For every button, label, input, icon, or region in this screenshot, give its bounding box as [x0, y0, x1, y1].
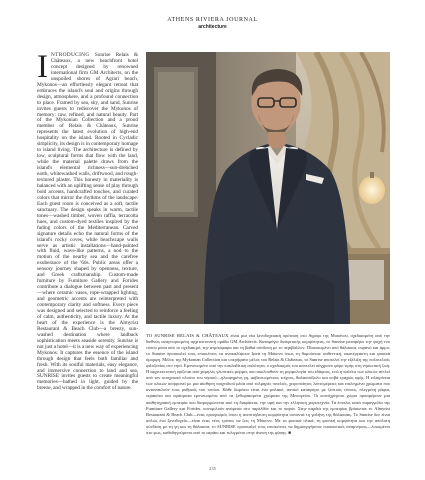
article-paragraph	[37, 49, 138, 392]
english-article-column	[37, 49, 138, 392]
greek-body: είναι μια νέα ξενοδοχειακή πρόταση στο Αγράρι της Μυκόνου, σχεδιασμένη από την διεθνώς αναγνωρισμένη αρχιτεκτονική ομάδα GM Architects. Καταφύγιο διακριτικής κομψότητας, το Sunrise μεταφέρει την ψυχή του τόπου μέσα από το σχεδιασμό, την ατμόσφαιρα και τη βαθιά σύνδεση με το περιβάλλον. Πλαισιωμένο από θάλασσα, ουρανό και άμμο, το Sunrise προσκαλεί τους επισκέπτες να ανακαλύψουν ξανά τη Μύκονο όπως τη θυμούνται: αυθεντική, ακατέργαστη και φυσικά όμορφη. Μέλος της Mykonian Collection και υπερήφανο μέλος του Relais & Châteaux, το Sunrise αποτελεί την εξέλιξη της πολυτελούς φιλοξενίας στο νησί. Εμπνευσμένο από την κυκλαδίτικη απλότητα, ο σχεδιασμός του αποτελεί σύγχρονο φόρο τιμής στη νησιωτική ζωή. Η αρχιτεκτονική ορίζεται από χαμηλές γλυπτικές φόρμες που ακολουθούν τη μορφολογία του εδάφους, ενώ η παλέτα των υλικών αντλεί από τον στοιχειακό πλούτο του νησιού—ηλιοψημένη γη, ασβεστωμένους τοίχους, θαλασσόξυλο και σοβά τραχιάς υφής. Η ειλικρίνεια των υλικών ισορροπεί με μια αίσθηση παιχνιδιού μέσα από τολμηρές πινελιές, χειροποίητες λεπτομέρειες και επιλεγμένα χρώματα που αντανακλούν τους ρυθμούς του τοπίου. Κάθε δωμάτιο είναι ένα μαλακό, απτικό καταφύγιο με ζεστούς τόνους, πλεγμένη ράφια, τερακότα και υφάσματα εμπνευσμένα από τα ξεθωριασμένα χρώματα της Μεσογείου. Οι κοινόχρηστοι χώροι προσφέρουν μια αισθητηριακή εμπειρία που διαμορφώνεται από τη διαφάνεια, την υφή και την ελληνική χειροτεχνία. Τα έπιπλα, κατά παραγγελία της Furniture Gallery και Forides, συνομιλούν ανάμεσα στο παρελθόν και το παρόν. Στην καρδιά της εμπειρίας βρίσκεται το Almyrist Restaurant & Beach Club—ένας προορισμός όπου η ανεπιτήδευτη κομψότητα συναντά τη γαλήνη της θάλασσας. Το Sunrise δεν είναι απλώς ένα ξενοδοχείο—είναι ένας νέος τρόπος να ζεις τη Μύκονο. Με τα φυσικά υλικά, τη φυσική κομψότητα και την απόλυτη σύνδεση με τη γη και τη θάλασσα, το SUNRISE προσκαλεί τους επισκέπτες να δημιουργήσουν ουσιαστικές αναμνήσεις—λουσμένοι στο φως, καθοδηγούμενοι από το αεράκι και τυλιγμένοι στην άνεση της φύσης. ■	[146, 333, 390, 435]
greek-lead-caps: ΤΟ SUNRISE RELAIS & CHÂTEAUX	[146, 333, 229, 338]
section-label: architecture	[198, 24, 227, 30]
masthead	[0, 17, 425, 30]
page-number: 235	[209, 466, 216, 471]
portrait-photo	[146, 52, 390, 324]
journal-title: ATHENS RIVIERA JOURNAL	[167, 17, 258, 23]
drop-cap: I	[37, 49, 48, 85]
lead-caps: NTRODUCING	[50, 52, 90, 58]
article-body: Sunrise Relais & Châteaux, a new beachfront hotel concept designed by renowned international firm GM Architects, on the unspoiled shores of Agrari beach, Mykonos—an effortlessly elegant retreat that embraces the island's soul and origins through design, atmosphere, and a profound connection to place. Framed by sea, sky, and sand, Sunrise invites guests to rediscover the Mykonos of memory: raw, refined, and natural beauty. Part of the Mykonian Collection and a proud member of Relais & Châteaux, Sunrise represents the latest evolution of high-end hospitality on the island. Rooted in Cycladic simplicity, its design is in contemporary homage to island living. The architecture is defined by low, sculptural forms that flow with the land, while the material palette draws from the island's elemental richness—sun-drenched earth, whitewashed walls, driftwood, and rough-textured plaster. This honesty in materiality is balanced with an uplifting sense of play through bold accents, handcrafted touches, and curated colors that mirror the rhythms of the landscape. Each guest room is conceived as a soft, tactile sanctuary. The design speaks in warm, tactile tones—washed timber, woven raffia, terracotta hues, and custom-dyed textiles inspired by the fading colors of the Mediterranean. Carved signature details echo the natural forms of the island's rocky coves, while beachscape walls serve as artistic installations—hand-painted with fluid, wave-like patterns, a nod to the motion of the nearby sea and the carefree exuberance of the '60s. Public areas offer a sensory journey shaped by openness, texture, and Greek craftsmanship. Custom-made furniture by Furniture Gallery and Forides contribute a dialogue between past and present—where ceramic vases, rope-wrapped lighting, and geometric accents are reinterpreted with contemporary clarity and softness. Every piece was designed and selected to reinforce a feeling of calm, authenticity, and tactile luxury. At the heart of the experience is the Almyrist Restaurant & Beach Club—a breezy, sun-washed destination where laidback sophistication meets seaside serenity. Sunrise is not just a hotel—it is a new way of experiencing Mykonos. It captures the essence of the island through design that feels both familiar and fresh. With its soulful materials, easy elegance, and immersive connection to land and sea, SUNRISE invites guests to create meaningful memories—bathed in light, guided by the breeze, and wrapped in the comfort of nature.	[37, 52, 138, 392]
greek-article-text	[146, 333, 390, 436]
